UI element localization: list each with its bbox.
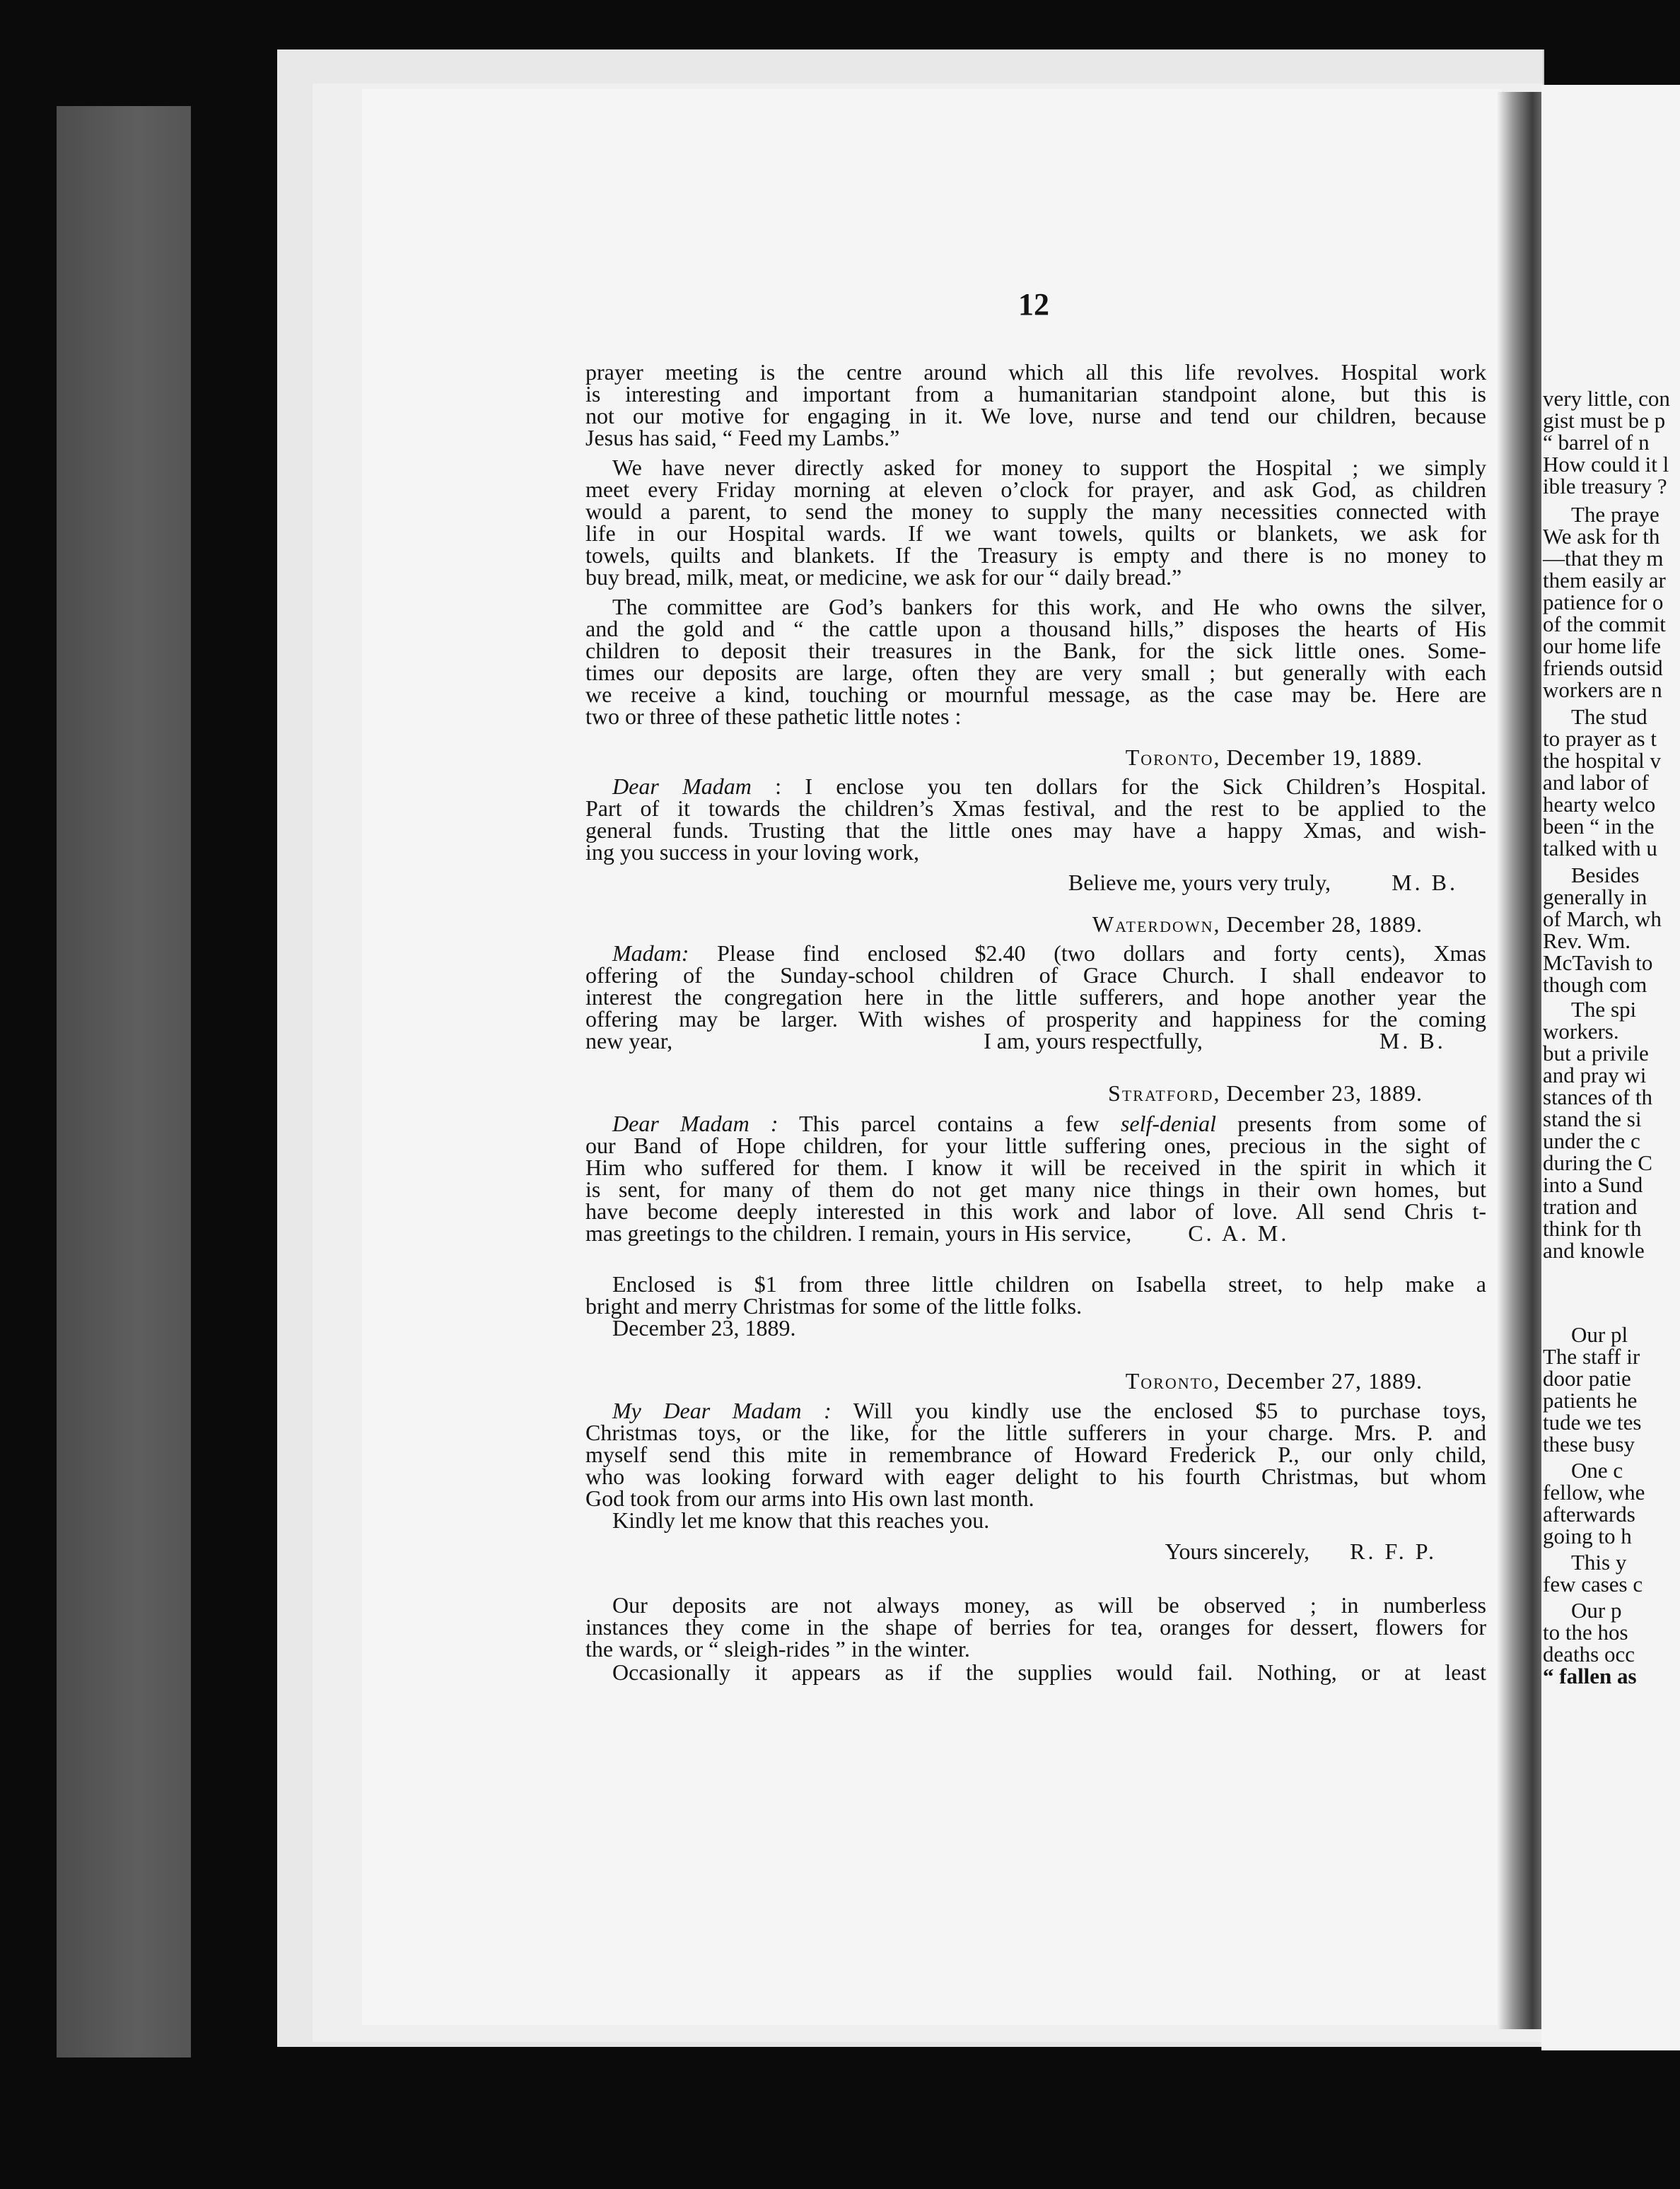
letter-heading [585, 1082, 1486, 1104]
text-span: new year, [585, 1028, 673, 1053]
initials: M. B. [1392, 870, 1458, 895]
letter-date: , December 23, 1889. [1213, 1080, 1423, 1106]
right-text-line: McTavish to [1543, 950, 1653, 975]
right-text-line: We ask for th [1543, 524, 1660, 549]
letter-date: , December 27, 1889. [1213, 1368, 1423, 1394]
text-line [585, 1399, 1486, 1422]
text-line: bright and merry Christmas for some of the little folks. [585, 1293, 1083, 1319]
right-text-line: very little, con [1543, 386, 1670, 411]
right-text-line: gist must be p [1543, 408, 1666, 433]
text-span: presents from some of [1216, 1111, 1487, 1136]
text-line: God took from our arms into His own last month. [585, 1485, 1034, 1511]
text-line: December 23, 1889. [612, 1315, 796, 1341]
right-text-line: and pray wi [1543, 1063, 1647, 1087]
closing: Believe me, yours very truly, [1068, 870, 1331, 895]
closing: I am, yours respectfully, [984, 1028, 1203, 1053]
right-text-line: Our p [1571, 1598, 1622, 1623]
text-line: meet every Friday morning at eleven o’clock for prayer, and ask God, as children [585, 477, 1486, 502]
right-text-line: the hospital v [1543, 748, 1662, 773]
initials: R. F. P. [1350, 1539, 1437, 1564]
text-line: times our deposits are large, often they are very small ; but generally with each [585, 660, 1486, 685]
right-text-line: and knowle [1543, 1238, 1645, 1263]
letter-date: , December 19, 1889. [1213, 745, 1423, 770]
text-line [585, 775, 1486, 798]
text-line: is interesting and important from a humanitarian standpoint alone, but this is [585, 381, 1486, 407]
right-text-line: these busy [1543, 1432, 1635, 1457]
scanner-board [57, 106, 191, 2057]
right-text-line: patients he [1543, 1388, 1638, 1413]
initials: M. B. [1379, 1028, 1446, 1053]
salutation: My Dear Madam : [612, 1398, 832, 1423]
right-text-line: think for th [1543, 1216, 1642, 1241]
right-text-line: This y [1571, 1550, 1627, 1575]
text-line: buy bread, milk, meat, or medicine, we ask for our “ daily bread.” [585, 564, 1182, 590]
right-text-line: ible treasury ? [1543, 474, 1667, 498]
right-text-line: of the commit [1543, 612, 1666, 636]
right-text-line: How could it l [1543, 452, 1669, 477]
text-line: would a parent, to send the money to supply the many necessities connected with [585, 498, 1486, 524]
right-text-line: afterwards [1543, 1502, 1635, 1527]
right-text-line: going to h [1543, 1524, 1632, 1548]
right-text-line: The stud [1571, 704, 1647, 729]
text-line: have become deeply interested in this work and labor of love. All send Chris t- [585, 1198, 1486, 1224]
text-line: our Band of Hope children, for your little suffering ones, precious in the sight of [585, 1133, 1486, 1158]
text-line: interest the congregation here in the little sufferers, and hope another year the [585, 984, 1486, 1010]
right-text-line: generally in [1543, 885, 1647, 909]
text-line: Occasionally it appears as if the supplies would fail. Nothing, or at least [612, 1659, 1486, 1685]
right-text-line: been “ in the [1543, 814, 1655, 839]
text-span: Please find enclosed $2.40 (two dollars and forty cents), Xmas [689, 940, 1486, 966]
signature-line [585, 1029, 1486, 1052]
letter-heading [585, 746, 1486, 769]
right-text-line: stand the si [1543, 1107, 1642, 1131]
text-line: Jesus has said, “ Feed my Lambs.” [585, 425, 900, 450]
letter-heading [585, 913, 1486, 935]
text-span: : I enclose you ten dollars for the Sick Children’s Hospital. [751, 774, 1487, 799]
right-text-line: Rev. Wm. [1543, 928, 1631, 953]
right-text-line: deaths occ [1543, 1642, 1635, 1666]
signature-line [585, 871, 1486, 894]
right-text-line: hearty welco [1543, 792, 1656, 817]
text-line: ing you success in your loving work, [585, 839, 919, 865]
text-line: Our deposits are not always money, as will be observed ; in numberless [612, 1592, 1486, 1618]
salutation: Dear Madam : [612, 1111, 778, 1136]
right-text-line: friends outsid [1543, 655, 1663, 680]
salutation: Madam: [612, 940, 689, 966]
letter-place: Toronto [1125, 1368, 1214, 1394]
text-line: The committee are God’s bankers for this work, and He who owns the silver, [612, 594, 1486, 619]
right-text-line: Besides [1571, 863, 1640, 887]
page-number: 12 [1018, 287, 1049, 322]
right-text-line: stances of th [1543, 1085, 1652, 1109]
text-line: myself send this mite in remembrance of Howard Frederick P., our only child, [585, 1442, 1486, 1467]
emphasis: self-denial [1120, 1111, 1217, 1136]
right-text-line: to the hos [1543, 1620, 1628, 1645]
right-text-line: door patie [1543, 1366, 1631, 1391]
text-span: Will you kindly use the enclosed $5 to purchase toys, [831, 1398, 1487, 1423]
text-line: life in our Hospital wards. If we want towels, quilts or blankets, we ask for [585, 520, 1486, 546]
text-line: two or three of these pathetic little notes : [585, 704, 962, 729]
right-text-line: The praye [1571, 502, 1659, 527]
right-text-line: under the c [1543, 1128, 1640, 1153]
text-line: who was looking forward with eager delight to his fourth Christmas, but whom [585, 1464, 1486, 1489]
text-line: offering may be larger. With wishes of prosperity and happiness for the coming [585, 1006, 1486, 1032]
text-line: We have never directly asked for money to support the Hospital ; we simply [612, 455, 1486, 480]
text-line: Christmas toys, or the like, for the little sufferers in your charge. Mrs. P. and [585, 1420, 1486, 1445]
text-line: we receive a kind, touching or mournful message, as the case may be. Here are [585, 682, 1486, 707]
right-text-line: workers. [1543, 1019, 1619, 1044]
initials: C. A. M. [1188, 1220, 1290, 1246]
text-line: towels, quilts and blankets. If the Treasury is empty and there is no money to [585, 542, 1486, 568]
right-text-line: our home life [1543, 634, 1662, 658]
letter-heading [585, 1370, 1486, 1392]
letter-place: Toronto [1125, 745, 1214, 770]
closing: mas greetings to the children. I remain, yours in His service, [585, 1220, 1132, 1246]
closing: Yours sincerely, [1165, 1539, 1309, 1564]
text-line [585, 1112, 1486, 1135]
right-text-line: talked with u [1543, 836, 1657, 860]
text-line: not our motive for engaging in it. We love, nurse and tend our children, because [585, 403, 1486, 428]
right-text-line: tude we tes [1543, 1410, 1642, 1435]
right-text-line: into a Sund [1543, 1172, 1643, 1197]
signature-line [585, 1222, 1486, 1244]
right-text-line: them easily ar [1543, 568, 1666, 593]
text-line: Part of it towards the children’s Xmas festival, and the rest to be applied to the [585, 795, 1486, 821]
text-line: general funds. Trusting that the little ones may have a happy Xmas, and wish- [585, 817, 1486, 843]
right-text-line: The spi [1571, 997, 1637, 1022]
right-text-line: few cases c [1543, 1572, 1643, 1596]
right-text-line: “ barrel of n [1543, 430, 1650, 455]
right-text-line: Our pl [1571, 1322, 1628, 1347]
right-text-line: of March, wh [1543, 906, 1662, 931]
text-line: offering of the Sunday-school children of Grace Church. I shall endeavor to [585, 962, 1486, 988]
letter-place: Waterdown [1092, 911, 1214, 937]
right-text-line: fellow, whe [1543, 1480, 1645, 1505]
right-text-line: workers are n [1543, 677, 1662, 702]
signature-line [585, 1540, 1486, 1563]
letter-date: , December 28, 1889. [1213, 911, 1423, 937]
text-line: and the gold and “ the cattle upon a thousand hills,” disposes the hearts of His [585, 616, 1486, 641]
text-line [585, 942, 1486, 964]
book-gutter [1498, 92, 1547, 2029]
right-text-line: —that they m [1543, 546, 1664, 571]
right-text-line: though com [1543, 972, 1647, 997]
letter-place: Stratford [1108, 1080, 1214, 1106]
text-line: is sent, for many of them do not get many nice things in their own homes, but [585, 1177, 1486, 1202]
text-line: Enclosed is $1 from three little children on Isabella street, to help make a [612, 1271, 1486, 1297]
text-line: prayer meeting is the centre around which all this life revolves. Hospital work [585, 359, 1486, 385]
right-text-line: “ fallen as [1543, 1664, 1637, 1688]
right-text-line: and labor of [1543, 770, 1649, 795]
right-text-line: tration and [1543, 1194, 1638, 1219]
right-text-line: during the C [1543, 1150, 1652, 1175]
right-text-line: but a privile [1543, 1041, 1649, 1066]
right-text-line: The staff ir [1543, 1344, 1640, 1369]
text-line: Kindly let me know that this reaches you. [612, 1507, 990, 1533]
right-text-line: patience for o [1543, 590, 1664, 614]
right-text-line: to prayer as t [1543, 726, 1657, 751]
text-line: Him who suffered for them. I know it will be received in the spirit in which it [585, 1155, 1486, 1180]
text-line: children to deposit their treasures in the Bank, for the sick little ones. Some- [585, 638, 1486, 663]
salutation: Dear Madam [612, 774, 752, 799]
right-text-line: One c [1571, 1458, 1623, 1483]
text-line: the wards, or “ sleigh-rides ” in the winter. [585, 1636, 970, 1662]
text-line: instances they come in the shape of berries for tea, oranges for dessert, flowers for [585, 1614, 1486, 1640]
text-span: This parcel contains a few [778, 1111, 1121, 1136]
